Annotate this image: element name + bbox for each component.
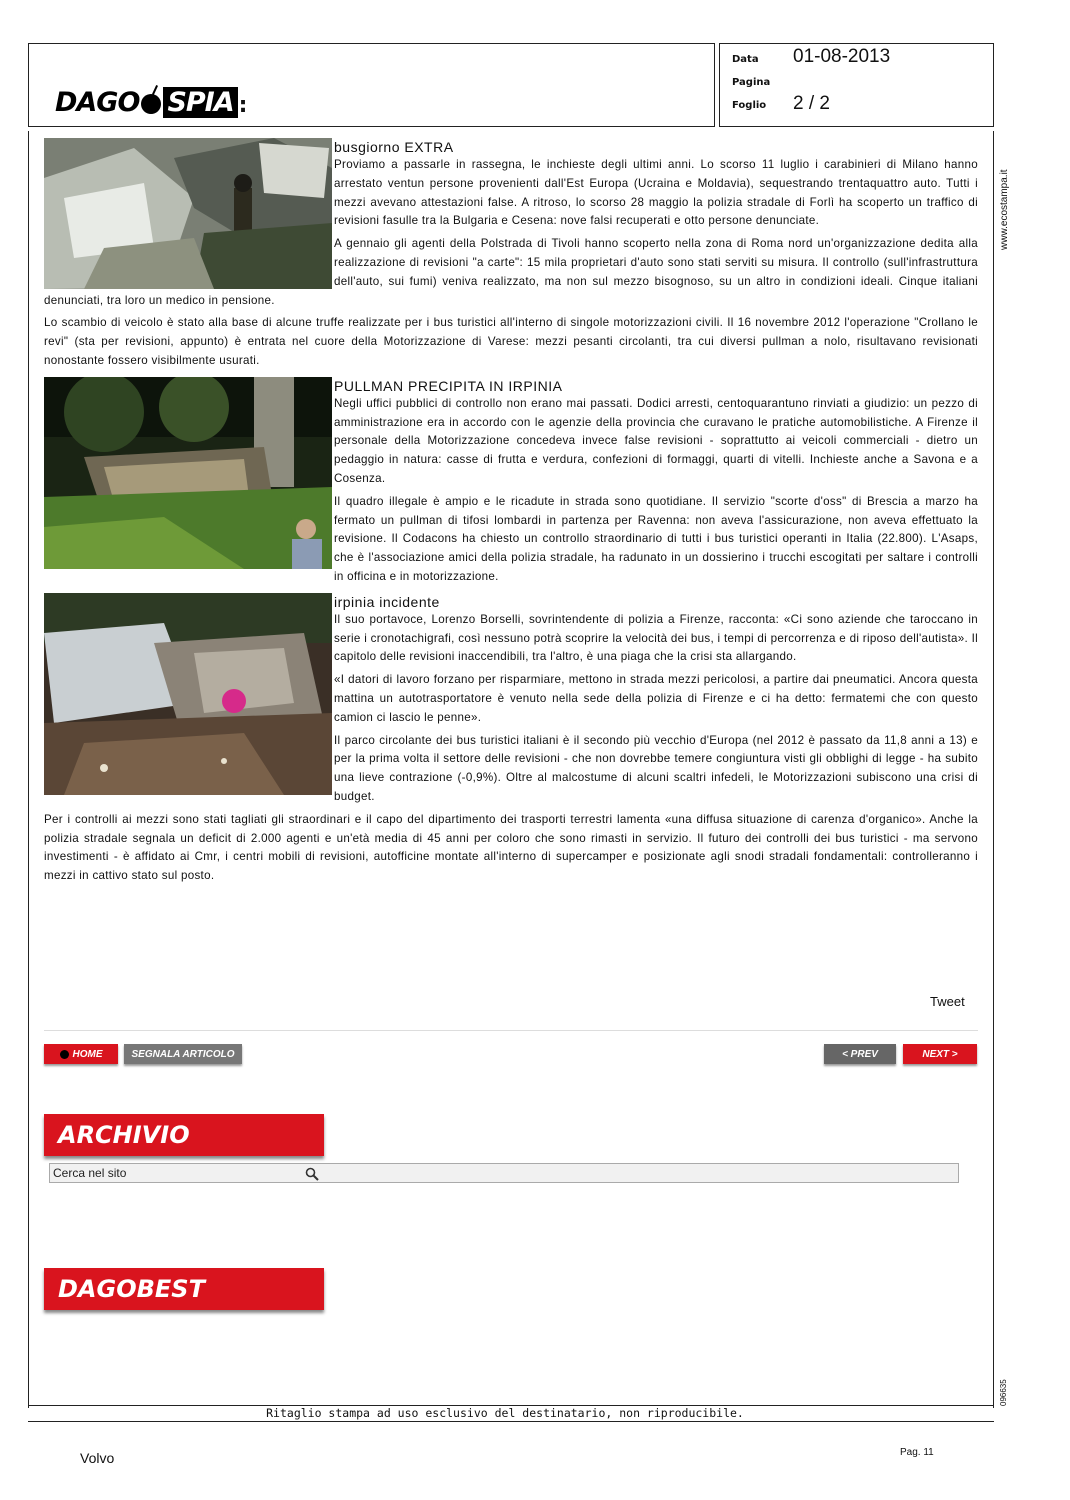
logo-spia-text: SPIA: [163, 87, 237, 118]
logo-dago-text: DAGO: [55, 87, 140, 118]
archive-search-box[interactable]: [49, 1163, 959, 1183]
article-section: [44, 377, 978, 587]
section-paragraph: «I datori di lavoro forzano per risparmiare, mettono in strada mezzi pericolosi, a partire dai pneumatici. Ancora questa mattina un autotrasportatore è venuto nella sede della polizia di Firenze e ci ha detto: fermatemi che con questo camion ci lascio le penne».: [334, 673, 978, 724]
side-code-label: 096635: [999, 1379, 1008, 1406]
home-button-label: HOME: [72, 1048, 103, 1060]
tweet-link[interactable]: Tweet: [930, 994, 965, 1009]
section-paragraph: Il parco circolante dei bus turistici italiani è il secondo più vecchio d'Europa (nel 2012 è passato da 11,8 anni a 13) e per la prima volta il settore delle revisioni - che non dovrebbe temere congiuntura visti gli obblighi di legge - ha subito una lieve contrazione (-0,9%). Oltre al malcostume di alcuni scaltri infedeli, le Motorizzazioni subiscono una crisi di budget.: [334, 733, 978, 803]
meta-sheet-value: 2 / 2: [793, 93, 830, 114]
report-article-button[interactable]: SEGNALA ARTICOLO: [124, 1044, 242, 1064]
home-button[interactable]: [44, 1044, 118, 1064]
meta-date-value: 01-08-2013: [793, 46, 891, 67]
search-input[interactable]: Cerca nel sito: [53, 1166, 127, 1180]
side-site-label: www.ecostampa.it: [999, 169, 1010, 250]
section-heading: PULLMAN PRECIPITA IN IRPINIA: [334, 377, 563, 394]
section-paragraph: Per i controlli ai mezzi sono stati tagliati gli straordinari e il capo del dipartimento dei trasporti terrestri lamenta «una diffusa situazione di carenza d'organico». Anche la polizia stradale segnala un deficit di 2.000 agenti e un'età media di 45 anni per coloro che sono rimasti in servizio. Il futuro dei controlli dei bus turistici - ma servono investimenti - è affidato ai Cmr, i centri mobili di revisioni, autofficine montate all'interno di supercamper e posizionate agli snodi stradali fondamentali: controlleranno i mezzi in cattivo stato sul posto.: [44, 812, 978, 883]
section-paragraph: Lo scambio di veicolo è stato alla base di alcune truffe realizzate per i bus turistici all'interno di singole motorizzazioni civili. Il 16 novembre 2012 l'operazione "Crollano le revi" (sta per revisioni, appunto) è entrata nel cuore della Motorizzazione di Varese: mezzi pesanti circolanti, tra cui diversi pullman a nolo, risultavano revisionati nonostante fossero visibilmente usurati.: [44, 316, 978, 367]
disclaimer-text: Ritaglio stampa ad uso esclusivo del destinatario, non riproducibile.: [266, 1406, 744, 1420]
bus-wreck-photo-1: [44, 138, 332, 289]
page-number: Pag. 11: [900, 1447, 934, 1458]
section-paragraph: A gennaio gli agenti della Polstrada di Tivoli hanno scoperto nella zona di Roma nord un'organizzazione dedita alla realizzazione di revisioni "a carte": 15 mila proprietari d'auto sono stati serviti su misura. Il controllo (sull'infrastruttura dell'auto, sui fumi) veniva realizzato, ma non sul mezzo bisognoso, su un altro in condizioni ideali. Cinque italiani denunciati, tra loro un medico in pensione.: [44, 237, 978, 307]
section-heading: busgiorno EXTRA: [334, 139, 454, 155]
divider: [44, 1030, 978, 1031]
bomb-icon: [141, 94, 161, 114]
meta-date-label: Data: [732, 54, 759, 65]
section-paragraph: Il quadro illegale è ampio e le ricadute in strada sono quotidiane. Il servizio "scorte d'oss" di Brescia a marzo ha fermato un pullman di tifosi lombardi in partenza per Ravenna: non aveva l'assicurazione, non aveva effettuato la revisione. Il Codacons ha chiesto un controllo straordinario di tutti i bus turistici operanti in Italia (22.800). L'Asaps, che è l'associazione amici della polizia stradale, ha radunato in un dossierino i trucchi escogitati per saltare i controlli in officina e in motorizzazione.: [334, 494, 978, 583]
article-section: [44, 138, 978, 371]
dagospia-logo: [55, 78, 247, 118]
section-paragraph: Il suo portavoce, Lorenzo Borselli, sovrintendente di polizia a Firenze, racconta: «Ci sono aziende che taroccano in serie i cronotachigrafi, così nessuno potrà scoprire la velocità dei bus, i tempi di percorrenza e di riposo dell'autista». Il capitolo delle revisioni inaccendibili, tra l'altro, è una piaga che la crisi sta allargando.: [334, 612, 978, 664]
dagobest-banner: DAGOBEST: [44, 1268, 324, 1310]
bomb-icon: [60, 1050, 69, 1059]
meta-sheet-label: Foglio: [732, 100, 767, 111]
article-body: [44, 138, 978, 890]
section-heading: irpinia incidente: [334, 593, 440, 610]
next-button[interactable]: NEXT >: [903, 1044, 977, 1064]
section-paragraph: Negli uffici pubblici di controllo non erano mai passati. Dodici arresti, centoquarantuno rinviati a giudizio: un pezzo di amministrazione era in accordo con le agenzie della provincia che curavano le pratiche automobilistiche. A Firenze il personale della Motorizzazione concedeva invece false revisioni - soprattutto ai veicoli commerciali - dietro un pedaggio in natura: casse di frutta e verdura, confezioni di formaggi, quarti di vitelli. Inchieste anche a Savona e a Cosenza.: [334, 396, 978, 485]
prev-button[interactable]: < PREV: [824, 1044, 896, 1064]
search-icon[interactable]: [305, 1167, 319, 1181]
bus-wreck-photo-3: [44, 593, 332, 795]
logo-colon-icon: :: [238, 93, 248, 118]
meta-page-label: Pagina: [732, 77, 771, 88]
archive-banner: ARCHIVIO: [44, 1114, 324, 1156]
client-name: Volvo: [80, 1450, 115, 1466]
section-paragraph: Proviamo a passarle in rassegna, le inchieste degli ultimi anni. Lo scorso 11 luglio i carabinieri di Milano hanno arrestato ventun persone provenienti dall'Est Europa (Ucraina e Moldavia), sequestrando trentaquattro auto. Tutti i mezzi avevano attestazioni false. A ritroso, lo scorso 28 maggio la polizia stradale di Forlì ha scoperto un traffico di revisioni fasulle tra la Bulgaria e Cesena: nove falsi recuperati e otto persone denunciate.: [334, 158, 978, 228]
article-section: [44, 593, 978, 886]
bus-wreck-photo-2: [44, 377, 332, 569]
